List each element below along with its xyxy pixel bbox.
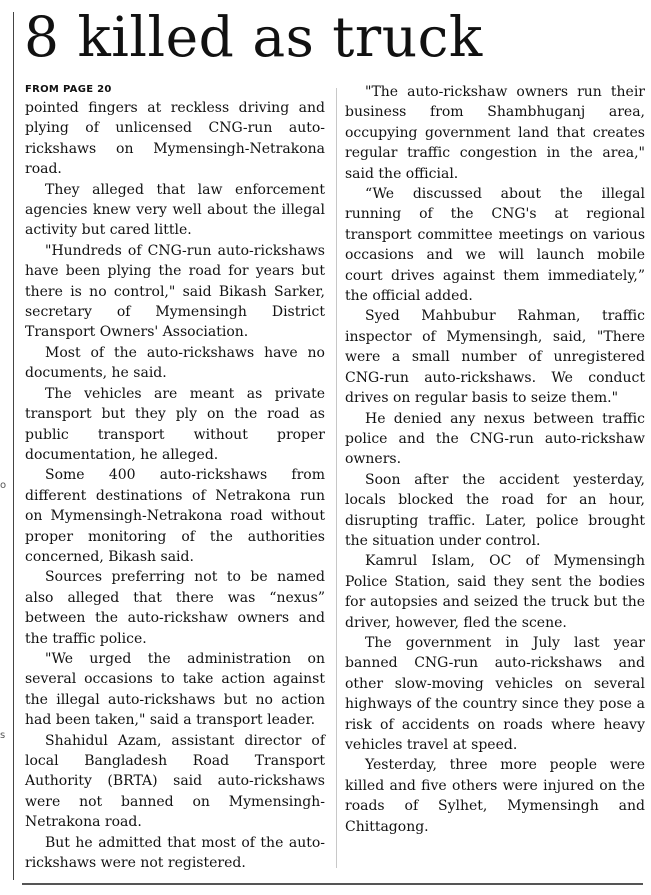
margin-mark-o: o — [0, 480, 7, 491]
paragraph: But he admitted that most of the auto-rickshaws were not registered. — [25, 834, 325, 872]
paragraph: pointed fingers at reckless driving and plying of unlicensed CNG-run auto-rickshaws on Mymensingh-Netrakona road. — [25, 100, 325, 178]
paragraph: Shahidul Azam, assistant director of local Bangladesh Road Transport Authority (BRTA) said auto-rickshaws were not banned on Mymensingh-Netrakona road. — [25, 732, 325, 831]
paragraph: They alleged that law enforcement agencies knew very well about the illegal activity but cared little. — [25, 181, 325, 239]
paragraph: "Hundreds of CNG-run auto-rickshaws have been plying the road for years but there is no control," said Bikash Sarker, secretary of Mymensingh District Transport Owners' Association. — [25, 242, 325, 341]
paragraph: Yesterday, three more people were killed and five others were injured on the roads of Sylhet, Mymensingh and Chittagong. — [345, 757, 645, 835]
paragraph: Syed Mahbubur Rahman, traffic inspector of Mymensingh, said, "There were a small number of unregistered CNG-run auto-rickshaws. We conduct drives on regular basis to seize them." — [345, 308, 645, 407]
left-column-rule — [13, 12, 14, 880]
paragraph: The government in July last year banned CNG-run auto-rickshaws and other slow-moving vehicles on several highways of the country since they pose a risk of accidents on roads where heavy vehicles travel at speed. — [345, 634, 645, 753]
bottom-rule — [22, 883, 643, 885]
paragraph: "The auto-rickshaw owners run their business from Shambhuganj area, occupying government land that creates regular traffic congestion in the area," said the official. — [345, 84, 645, 182]
paragraph: Some 400 auto-rickshaws from different destinations of Netrakona run on Mymensingh-Netrakona road without proper monitoring of the authorities concerned, Bikash said. — [25, 467, 325, 565]
right-column — [345, 82, 645, 837]
paragraph: “We discussed about the illegal running of the CNG's at regional transport committee meetings on various occasions and we will launch mobile court drives against them immediately,” the official added. — [345, 186, 645, 305]
paragraph: Kamrul Islam, OC of Mymensingh Police Station, said they sent the bodies for autopsies and seized the truck but the driver, however, fled the scene. — [345, 553, 645, 631]
paragraph: Soon after the accident yesterday, locals blocked the road for an hour, disrupting traffic. Later, police brought the situation under control. — [345, 471, 645, 549]
headline: 8 killed as truck — [24, 5, 483, 69]
column-gutter-rule — [336, 88, 337, 868]
paragraph: Most of the auto-rickshaws have no documents, he said. — [25, 344, 325, 382]
paragraph: "We urged the administration on several occasions to take action against the illegal auto-rickshaws but no action had been taken," said a transport leader. — [25, 650, 325, 729]
paragraph: The vehicles are meant as private transport but they ply on the road as public transport without proper documentation, he alleged. — [25, 385, 325, 463]
paragraph: Sources preferring not to be named also alleged that there was “nexus” between the auto-rickshaw owners and the traffic police. — [25, 569, 325, 647]
margin-mark-s: s — [0, 730, 6, 741]
left-column — [25, 82, 325, 873]
paragraph: He denied any nexus between traffic police and the CNG-run auto-rickshaw owners. — [345, 410, 645, 468]
jump-line: FROM PAGE 20 — [25, 84, 112, 95]
